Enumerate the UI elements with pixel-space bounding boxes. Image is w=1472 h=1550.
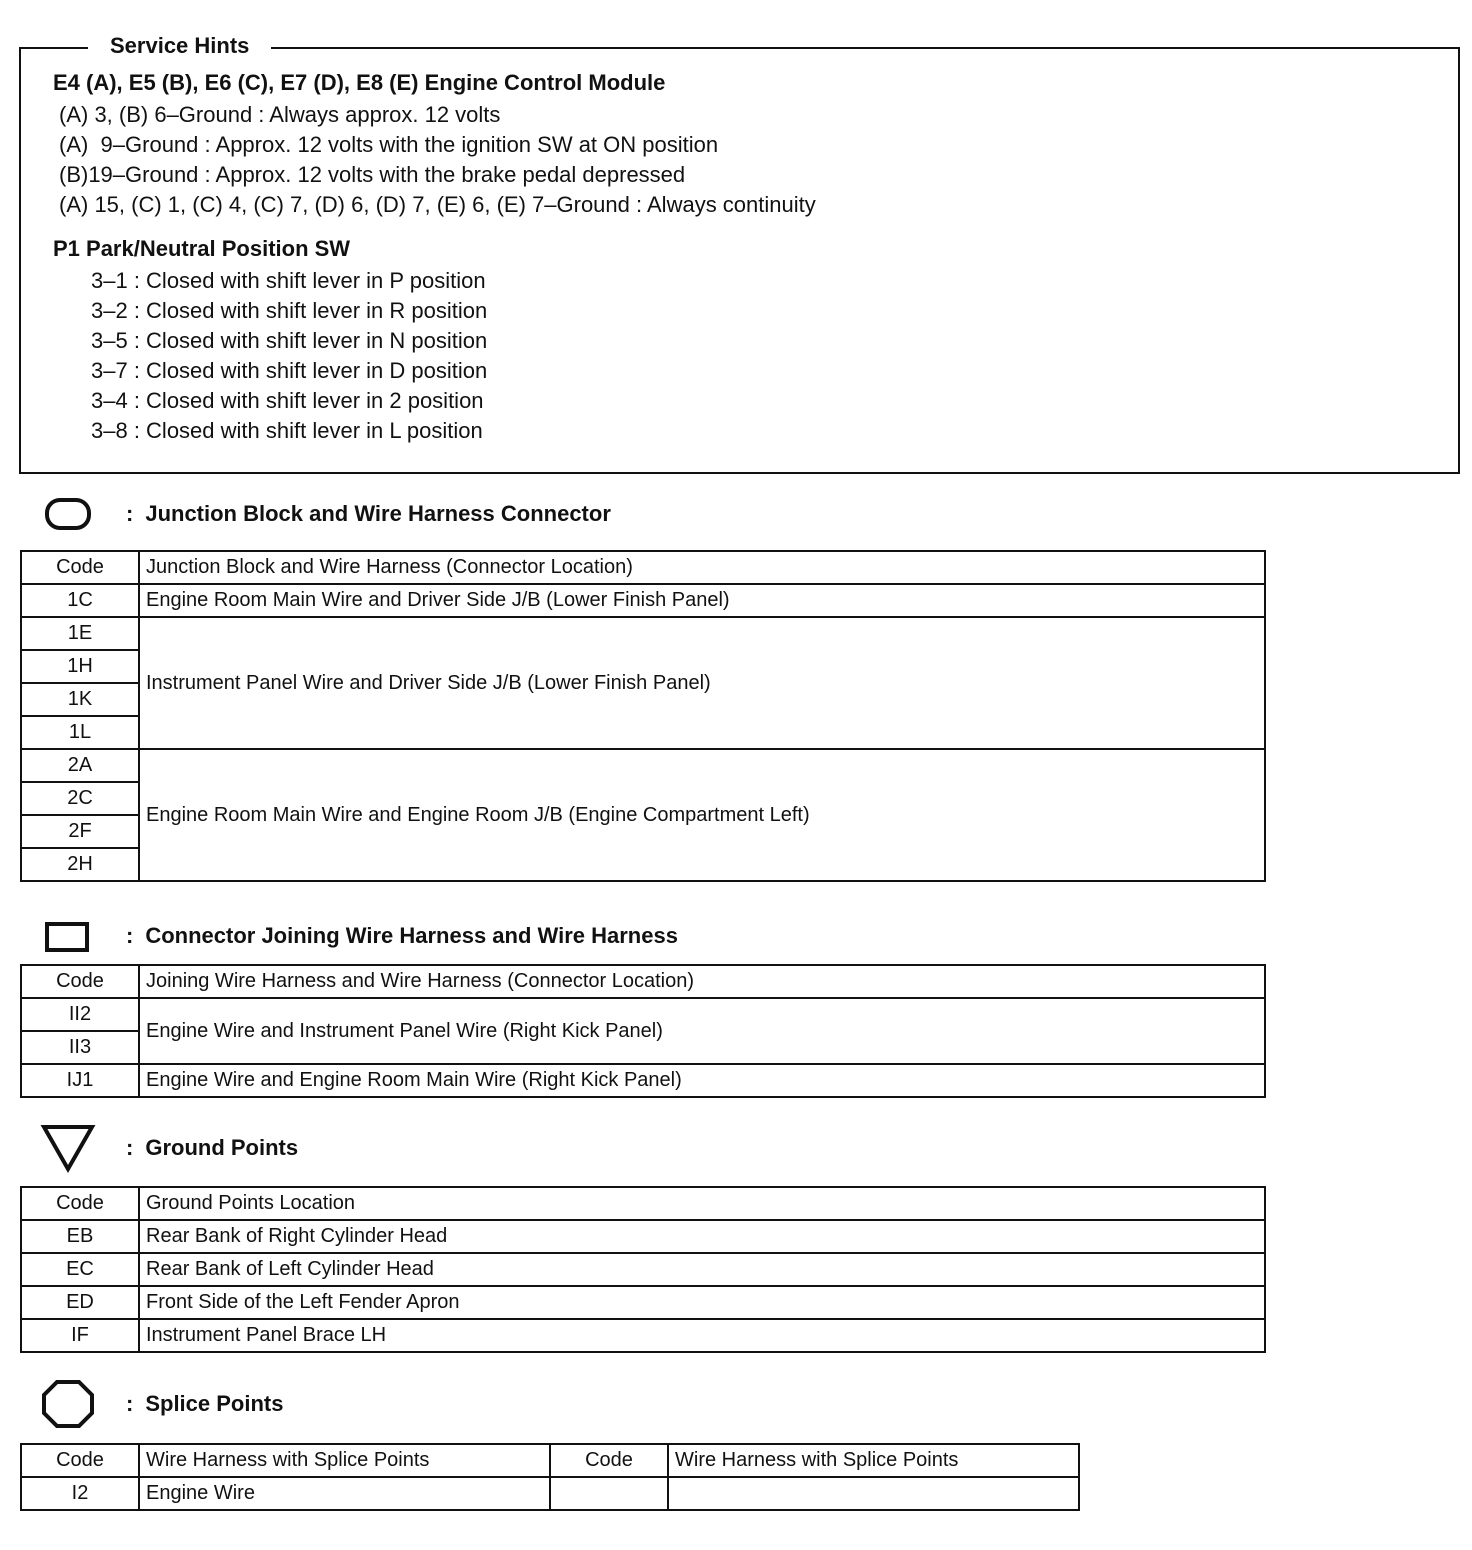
header-desc: Wire Harness with Splice Points xyxy=(139,1444,550,1477)
row-code: 2H xyxy=(21,848,139,881)
row-desc: Rear Bank of Right Cylinder Head xyxy=(139,1220,1265,1253)
ecm-hint-line: (A) 15, (C) 1, (C) 4, (C) 7, (D) 6, (D) 7, (E) 6, (E) 7–Ground : Always continuity xyxy=(59,192,816,217)
pn-hint-line: 3–4 : Closed with shift lever in 2 position xyxy=(91,388,484,413)
pn-hint-line: 3–7 : Closed with shift lever in D position xyxy=(91,358,488,383)
table-row xyxy=(21,1319,1265,1352)
octagon-icon xyxy=(40,1384,96,1424)
table-header-row xyxy=(21,965,1265,998)
table-row xyxy=(21,749,1265,782)
ecm-hint-line: (B)19–Ground : Approx. 12 volts with the brake pedal depressed xyxy=(59,162,686,187)
header-code: Code xyxy=(21,965,139,998)
table-row xyxy=(21,1286,1265,1319)
row-code: 1K xyxy=(21,683,139,716)
row-code xyxy=(550,1477,668,1510)
header-desc: Joining Wire Harness and Wire Harness (Connector Location) xyxy=(139,965,1265,998)
section-colon: : xyxy=(126,501,134,526)
table-row xyxy=(21,1064,1265,1097)
row-desc: Engine Wire xyxy=(139,1477,550,1510)
header-code: Code xyxy=(21,1187,139,1220)
row-code: 1L xyxy=(21,716,139,749)
header-desc: Wire Harness with Splice Points xyxy=(668,1444,1079,1477)
row-desc: Instrument Panel Wire and Driver Side J/B (Lower Finish Panel) xyxy=(139,617,1265,749)
ground-section-header xyxy=(40,1128,298,1168)
row-code: EB xyxy=(21,1220,139,1253)
section-colon: : xyxy=(126,1135,134,1160)
row-code: II3 xyxy=(21,1031,139,1064)
ecm-hint-line: (A) 9–Ground : Approx. 12 volts with the ignition SW at ON position xyxy=(59,132,719,157)
ecm-hint-line: (A) 3, (B) 6–Ground : Always approx. 12 volts xyxy=(59,102,501,127)
row-code: IJ1 xyxy=(21,1064,139,1097)
row-desc: Engine Room Main Wire and Engine Room J/B (Engine Compartment Left) xyxy=(139,749,1265,881)
joining-table xyxy=(20,964,1266,1098)
triangle-icon xyxy=(40,1128,96,1168)
junction-table xyxy=(20,550,1266,882)
rounded-rectangle-icon xyxy=(40,494,96,534)
row-desc: Rear Bank of Left Cylinder Head xyxy=(139,1253,1265,1286)
row-desc: Front Side of the Left Fender Apron xyxy=(139,1286,1265,1319)
table-row xyxy=(21,998,1265,1031)
row-desc: Engine Wire and Engine Room Main Wire (Right Kick Panel) xyxy=(139,1064,1265,1097)
row-desc: Engine Wire and Instrument Panel Wire (Right Kick Panel) xyxy=(139,998,1265,1064)
ground-title: Ground Points xyxy=(145,1135,299,1160)
table-header-row xyxy=(21,1444,1079,1477)
pn-hint-line: 3–2 : Closed with shift lever in R position xyxy=(91,298,488,323)
header-code: Code xyxy=(21,551,139,584)
splice-section-header xyxy=(40,1384,283,1424)
rectangle-icon xyxy=(40,916,96,956)
row-code: 1H xyxy=(21,650,139,683)
row-code: 2F xyxy=(21,815,139,848)
joining-title: Connector Joining Wire Harness and Wire Harness xyxy=(145,923,678,948)
row-code: 1E xyxy=(21,617,139,650)
ecm-hints xyxy=(53,70,1433,220)
pn-hint-line: 3–8 : Closed with shift lever in L position xyxy=(91,418,483,443)
row-code: I2 xyxy=(21,1477,139,1510)
row-code: EC xyxy=(21,1253,139,1286)
table-row xyxy=(21,1220,1265,1253)
header-code: Code xyxy=(550,1444,668,1477)
pn-switch-hints xyxy=(53,236,1433,446)
row-code: ED xyxy=(21,1286,139,1319)
pn-switch-heading: P1 Park/Neutral Position SW xyxy=(53,236,351,261)
splice-title: Splice Points xyxy=(145,1391,284,1416)
row-code: 2A xyxy=(21,749,139,782)
row-code: IF xyxy=(21,1319,139,1352)
row-code: 1C xyxy=(21,584,139,617)
row-desc: Instrument Panel Brace LH xyxy=(139,1319,1265,1352)
junction-section-header xyxy=(40,494,611,534)
section-colon: : xyxy=(126,923,134,948)
row-code: 2C xyxy=(21,782,139,815)
table-header-row xyxy=(21,551,1265,584)
ground-table xyxy=(20,1186,1266,1353)
header-code: Code xyxy=(21,1444,139,1477)
ecm-heading: E4 (A), E5 (B), E6 (C), E7 (D), E8 (E) Engine Control Module xyxy=(53,70,666,95)
table-row xyxy=(21,617,1265,650)
joining-section-header xyxy=(40,916,678,956)
pn-hint-line: 3–1 : Closed with shift lever in P position xyxy=(91,268,486,293)
service-hints-title: Service Hints xyxy=(88,33,271,59)
table-row xyxy=(21,1253,1265,1286)
splice-table xyxy=(20,1443,1080,1511)
junction-title: Junction Block and Wire Harness Connector xyxy=(145,501,611,526)
section-colon: : xyxy=(126,1391,134,1416)
row-desc xyxy=(668,1477,1079,1510)
row-code: II2 xyxy=(21,998,139,1031)
table-header-row xyxy=(21,1187,1265,1220)
header-desc: Junction Block and Wire Harness (Connector Location) xyxy=(139,551,1265,584)
table-row xyxy=(21,584,1265,617)
header-desc: Ground Points Location xyxy=(139,1187,1265,1220)
row-desc: Engine Room Main Wire and Driver Side J/B (Lower Finish Panel) xyxy=(139,584,1265,617)
service-hints-content xyxy=(53,70,1433,462)
pn-hint-line: 3–5 : Closed with shift lever in N position xyxy=(91,328,488,353)
table-row xyxy=(21,1477,1079,1510)
